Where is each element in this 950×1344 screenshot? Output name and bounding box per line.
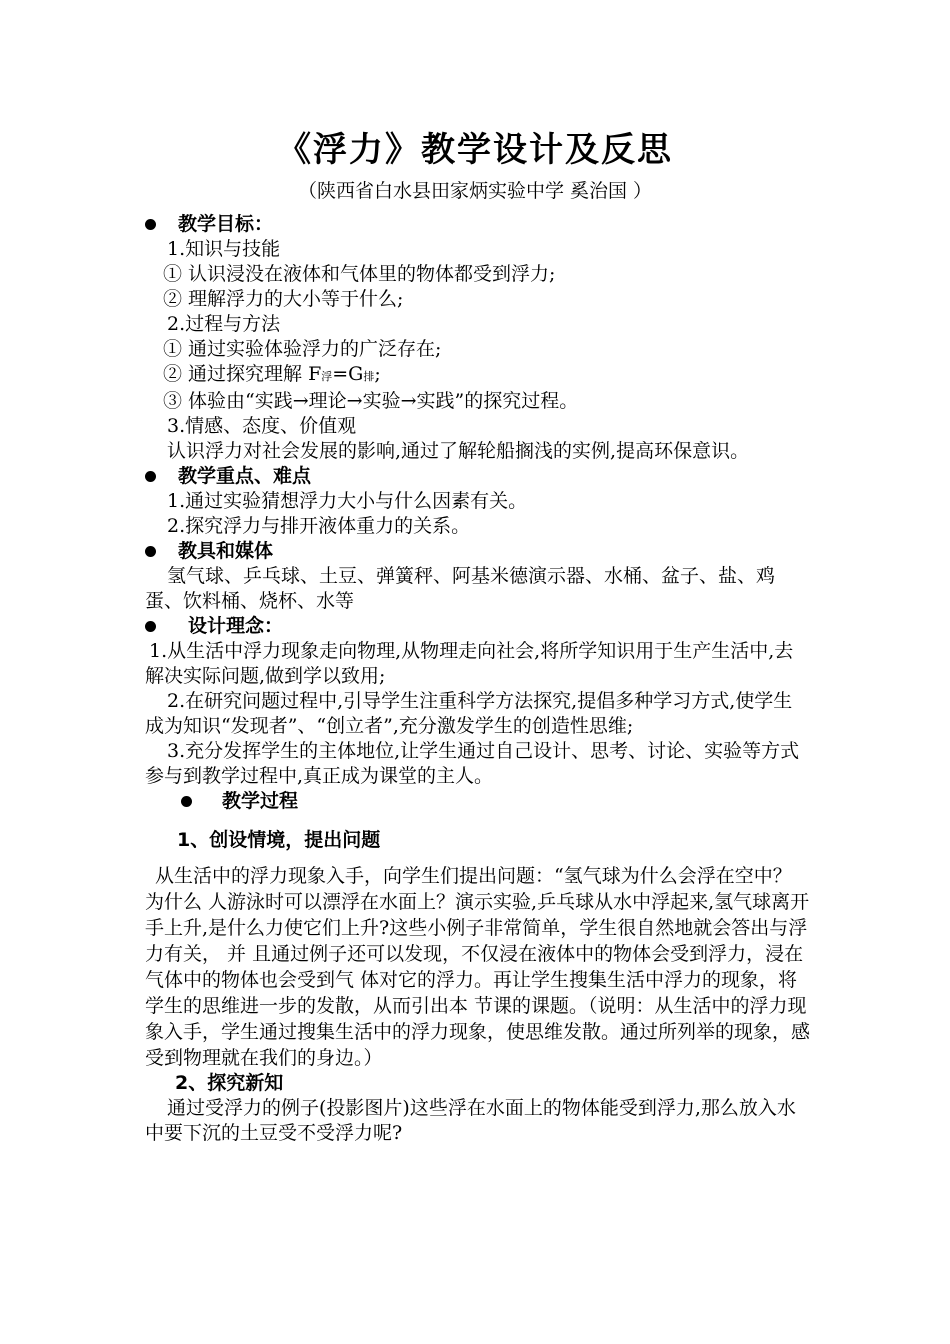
section-1-text: 从生活中的浮力现象入手，向学生们提出问题：“氢气球为什么会浮在空中？为什么 人游泳时可以漂浮在水面上？演示实验,乒乓球从水中浮起来,氢气球离开手上升,是什么力使它们上升?这些小例子非常简单，学生很自然地就会答出与浮力有关， 并 且通过例子还可以发现，不仅浸在液体中的物体会受到浮力，浸在气体中的物体也会受到气 体对它的浮力。再让学生搜集生活中浮力的现象，将学生的思维进一步的发散，从而引出本 节课的课题。（说明：从生活中的浮力现象入手，学生通过搜集生活中的浮力现象，使思维发散。通过所列举的现象，感受到物理就在我们的身边。） <box>145 865 811 1069</box>
document-body <box>145 212 810 1146</box>
process-method-item-2 <box>145 362 810 389</box>
concept-item-1: 1.从生活中浮力现象走向物理,从物理走向社会,将所学知识用于生产生活中,去解决实际问题,做到学以致用; <box>145 640 794 687</box>
goals-heading: 教学目标： <box>178 213 274 235</box>
process-method-title: 2.过程与方法 <box>167 313 281 335</box>
knowledge-item-2: ② 理解浮力的大小等于什么; <box>163 288 404 310</box>
bullet-icon <box>145 471 156 482</box>
bullet-icon <box>181 796 192 807</box>
section-2-text: 通过受浮力的例子(投影图片)这些浮在水面上的物体能受到浮力,那么放入水中要下沉的土豆受不受浮力呢? <box>145 1097 796 1144</box>
emotion-text: 认识浮力对社会发展的影响,通过了解轮船搁浅的实例,提高环保意识。 <box>167 440 750 462</box>
formula-pre: ② 通过探究理解 F <box>163 363 322 385</box>
keypoints-heading-row <box>145 464 810 489</box>
media-text: 氢气球、乒乓球、土豆、弹簧秤、阿基米德演示器、水桶、盆子、盐、鸡蛋、饮料桶、烧杯、水等 <box>145 565 776 612</box>
formula-mid: =G <box>332 363 364 385</box>
process-heading: 教学过程 <box>222 790 299 812</box>
knowledge-title: 1.知识与技能 <box>167 238 281 260</box>
goals-heading-row <box>145 212 810 237</box>
media-heading-row <box>145 539 810 564</box>
concept-heading-row <box>145 614 810 639</box>
formula-sub-float: 浮 <box>321 370 333 383</box>
formula-post: ; <box>374 363 381 385</box>
media-heading: 教具和媒体 <box>178 540 274 562</box>
emotion-title: 3.情感、态度、价值观 <box>167 415 357 437</box>
concept-item-3: 3.充分发挥学生的主体地位,让学生通过自己设计、思考、讨论、实验等方式参与到教学过程中,真正成为课堂的主人。 <box>145 740 800 787</box>
section-1-title: 1、创设情境，提出问题 <box>177 829 381 851</box>
keypoints-heading: 教学重点、难点 <box>178 465 312 487</box>
bullet-icon <box>145 621 156 632</box>
process-heading-row <box>145 789 810 814</box>
formula-sub-displaced: 排 <box>363 370 375 383</box>
document-subtitle: （陕西省白水县田家炳实验中学 奚治国 ） <box>297 180 653 202</box>
keypoint-item-2: 2.探究浮力与排开液体重力的关系。 <box>167 515 471 537</box>
document-title: 《浮力》教学设计及反思 <box>277 130 673 170</box>
bullet-icon <box>145 546 156 557</box>
concept-heading: 设计理念： <box>188 615 284 637</box>
bullet-icon <box>145 219 156 230</box>
concept-item-2: 2.在研究问题过程中,引导学生注重科学方法探究,提倡多种学习方式,使学生成为知识“发现者”、“创立者”,充分激发学生的创造性思维; <box>145 690 793 737</box>
process-method-item-1: ① 通过实验体验浮力的广泛存在; <box>163 338 442 360</box>
process-method-item-3: ③ 体验由“实践→理论→实验→实践”的探究过程。 <box>163 390 579 412</box>
section-2-title: 2、探究新知 <box>175 1072 284 1094</box>
knowledge-item-1: ① 认识浸没在液体和气体里的物体都受到浮力; <box>163 263 556 285</box>
keypoint-item-1: 1.通过实验猜想浮力大小与什么因素有关。 <box>167 490 528 512</box>
